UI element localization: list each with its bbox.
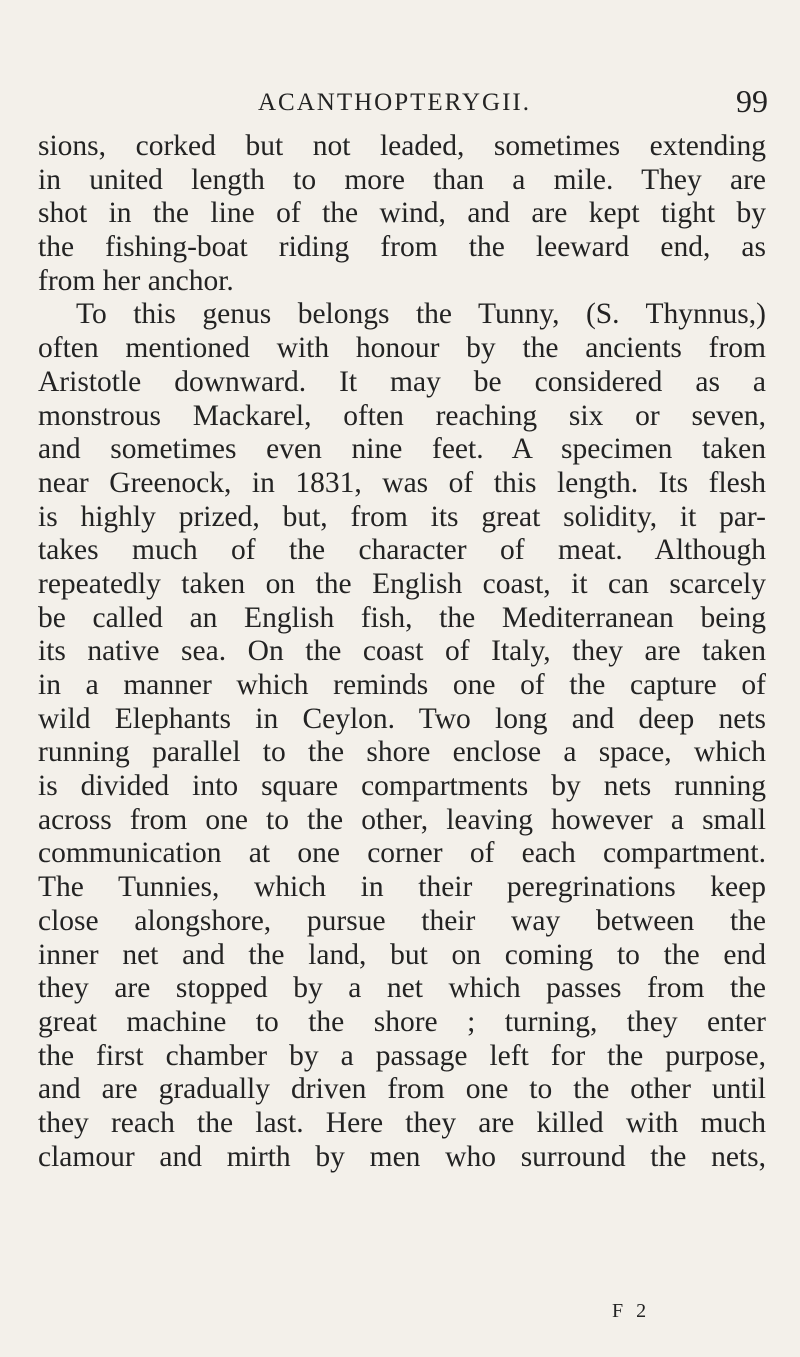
text-line: near Greenock, in 1831, was of this length. Its flesh — [38, 466, 766, 499]
text-line: the first chamber by a passage left for the purpose, — [38, 1039, 766, 1072]
text-line: the fishing-boat riding from the leeward end, as — [38, 231, 766, 264]
text-line: from her anchor. — [38, 264, 234, 297]
text-line: shot in the line of the wind, and are kept tight by — [38, 197, 766, 230]
text-line: and sometimes even nine feet. A specimen taken — [38, 433, 766, 466]
text-line: they reach the last. Here they are killed with much — [38, 1106, 766, 1139]
text-line: across from one to the other, leaving however a small — [38, 803, 766, 836]
text-line: running parallel to the shore enclose a space, which — [38, 736, 766, 769]
text-line: inner net and the land, but on coming to the end — [38, 938, 766, 971]
text-line: great machine to the shore ; turning, they enter — [38, 1005, 766, 1038]
running-title: ACANTHOPTERYGII. — [258, 89, 531, 116]
text-line: monstrous Mackarel, often reaching six or seven, — [38, 399, 766, 432]
paragraph-start-line: To this genus belongs the Tunny, (S. Thynnus,) — [76, 298, 766, 331]
text-line: they are stopped by a net which passes from the — [38, 972, 766, 1005]
body-text — [38, 130, 766, 1174]
text-line: in united length to more than a mile. They are — [38, 163, 766, 196]
running-head — [258, 78, 768, 118]
text-line: often mentioned with honour by the ancients from — [38, 332, 766, 365]
text-line: repeatedly taken on the English coast, it can scarcely — [38, 567, 766, 600]
text-line: and are gradually driven from one to the other until — [38, 1073, 766, 1106]
text-line: be called an English fish, the Mediterranean being — [38, 601, 766, 634]
text-line: takes much of the character of meat. Although — [38, 534, 766, 567]
text-line: is highly prized, but, from its great solidity, it par- — [38, 500, 766, 533]
signature-mark: F 2 — [612, 1300, 651, 1322]
text-line: is divided into square compartments by nets running — [38, 770, 766, 803]
text-line: The Tunnies, which in their peregrinations keep — [38, 871, 766, 904]
text-line: sions, corked but not leaded, sometimes extending — [38, 130, 766, 162]
text-line: communication at one corner of each compartment. — [38, 837, 766, 870]
text-line: its native sea. On the coast of Italy, they are taken — [38, 635, 766, 668]
text-line: close alongshore, pursue their way between the — [38, 904, 766, 937]
text-line: wild Elephants in Ceylon. Two long and deep nets — [38, 702, 766, 735]
text-line: clamour and mirth by men who surround the nets, — [38, 1140, 766, 1173]
text-line: in a manner which reminds one of the capture of — [38, 669, 766, 701]
text-line: Aristotle downward. It may be considered as a — [38, 365, 766, 398]
page-number: 99 — [736, 83, 768, 119]
